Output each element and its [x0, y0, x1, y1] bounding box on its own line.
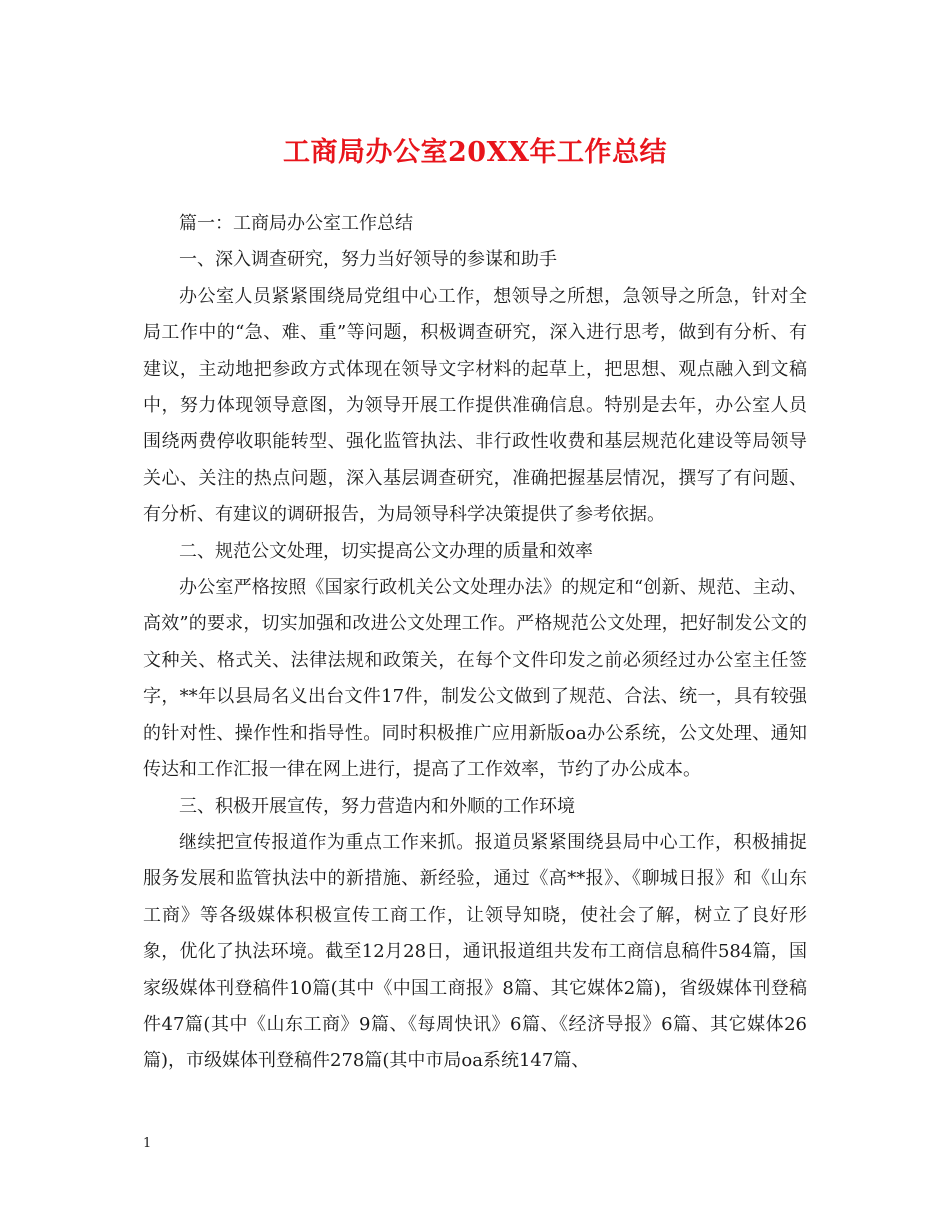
section-heading-3: 三、积极开展宣传，努力营造内和外顺的工作环境 [179, 795, 575, 817]
page-number: 1 [143, 1136, 152, 1151]
document-body [143, 206, 807, 1080]
paragraph-1: 办公室人员紧紧围绕局党组中心工作，想领导之所想，急领导之所急，针对全局工作中的“急、难、重”等问题，积极调查研究，深入进行思考，做到有分析、有建议，主动地把参政方式体现在领导文字材料的起草上，把思想、观点融入到文稿中，努力体现领导意图，为领导开展工作提供准确信息。特别是去年，办公室人员围绕两费停收职能转型、强化监管执法、非行政性收费和基层规范化建设等局领导关心、关注的热点问题，深入基层调查研究，准确把握基层情况，撰写了有问题、有分析、有建议的调研报告，为局领导科学决策提供了参考依据。 [143, 285, 807, 526]
section-heading-chapter: 篇一：工商局办公室工作总结 [179, 213, 413, 234]
document-title: 工商局办公室20XX年工作总结 [283, 137, 667, 168]
section-heading-1: 一、深入调查研究，努力当好领导的参谋和助手 [179, 249, 557, 271]
section-heading-2: 二、规范公文处理，切实提高公文办理的质量和效率 [179, 540, 593, 562]
paragraph-3: 继续把宣传报道作为重点工作来抓。报道员紧紧围绕县局中心工作，积极捕捉服务发展和监管执法中的新措施、新经验，通过《高**报》、《聊城日报》和《山东工商》等各级媒体积极宣传工商工作，让领导知晓，使社会了解，树立了良好形象，优化了执法环境。截至12月28日，通讯报道组共发布工商信息稿件584篇，国家级媒体刊登稿件10篇(其中《中国工商报》8篇、其它媒体2篇)，省级媒体刊登稿件47篇(其中《山东工商》9篇、《每周快讯》6篇、《经济导报》6篇、其它媒体26篇)，市级媒体刊登稿件278篇(其中市局oa系统147篇、 [143, 831, 807, 1072]
paragraph-2: 办公室严格按照《国家行政机关公文处理办法》的规定和“创新、规范、主动、高效”的要求，切实加强和改进公文处理工作。严格规范公文处理，把好制发公文的文种关、格式关、法律法规和政策关，在每个文件印发之前必须经过办公室主任签字，**年以县局名义出台文件17件，制发公文做到了规范、合法、统一，具有较强的针对性、操作性和指导性。同时积极推广应用新版oa办公系统，公文处理、通知传达和工作汇报一律在网上进行，提高了工作效率，节约了办公成本。 [143, 577, 807, 781]
